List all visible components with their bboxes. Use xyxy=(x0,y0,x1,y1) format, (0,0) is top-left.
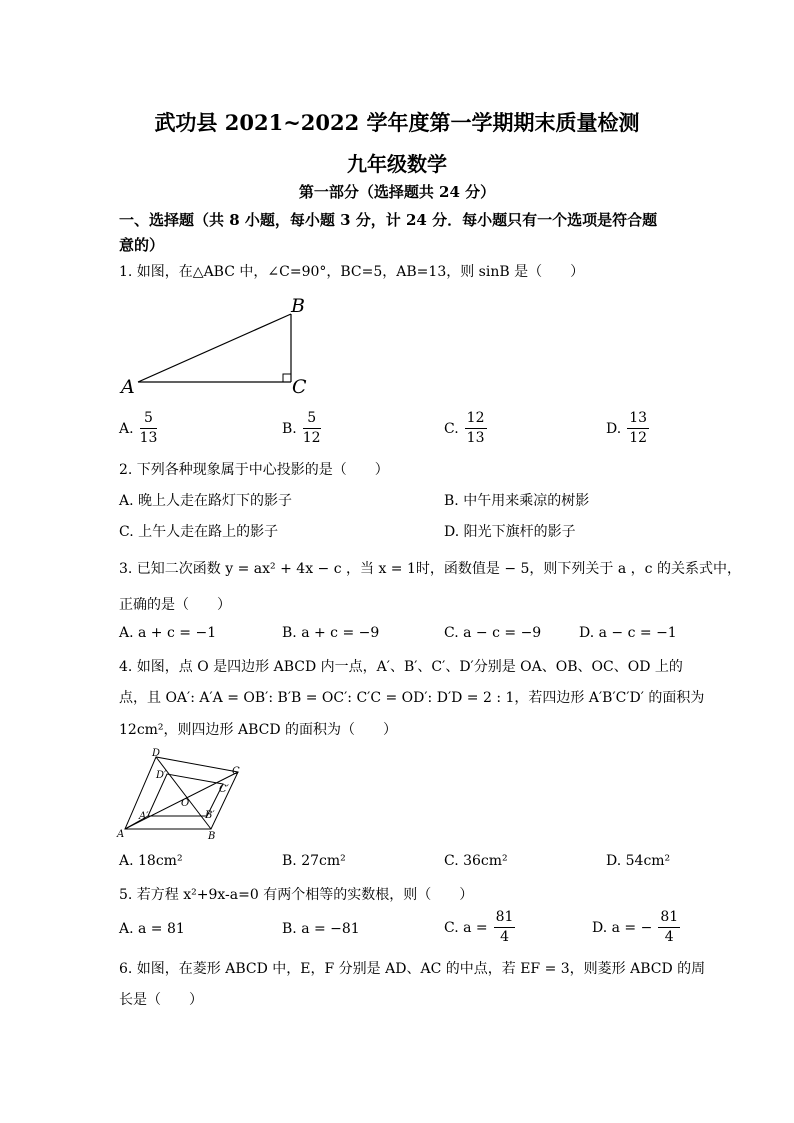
q5-stem: 5. 若方程 x²+9x-a=0 有两个相等的实数根，则（ ） xyxy=(119,887,474,903)
q2-option-a[interactable]: A. 晚上人走在路灯下的影子 xyxy=(119,493,293,509)
q4-quadrilateral-figure xyxy=(115,746,255,842)
q4-label-b: B xyxy=(208,831,216,842)
exam-subtitle: 九年级数学 xyxy=(347,152,447,176)
q1-option-b-label: B. xyxy=(282,420,297,437)
q1-option-c-fraction: $\frac{12}{13}$ xyxy=(466,410,485,446)
q4-option-d[interactable]: D. 54cm² xyxy=(606,853,671,869)
section-heading-line2: 意的） xyxy=(119,236,165,254)
q2-option-d[interactable]: D. 阳光下旗杆的影子 xyxy=(444,524,576,540)
q6-stem-line2: 长是（ ） xyxy=(119,992,203,1008)
q1-option-b-fraction: $\frac{5}{12}$ xyxy=(302,410,321,446)
q4-stem-line3: 12cm²，则四边形 ABCD 的面积为（ ） xyxy=(119,722,398,738)
q3-option-b[interactable]: B. a + c = −9 xyxy=(282,625,380,641)
q1-option-c-label: C. xyxy=(444,420,459,437)
q5-option-c-fraction: $\frac{81}{4}$ xyxy=(495,909,514,945)
q1-right-angle-mark xyxy=(283,374,291,382)
q1-option-d-fraction: $\frac{13}{12}$ xyxy=(629,410,648,446)
q1-option-d[interactable] xyxy=(606,410,649,447)
q4-diagonal-bd xyxy=(156,757,211,829)
q4-label-d: D xyxy=(152,748,161,759)
q1-option-b[interactable] xyxy=(282,410,321,447)
q3-stem-line1: 3. 已知二次函数 y = ax² + 4x − c ，当 x = 1时，函数值是 − 5，则下列关于 a ，c 的关系式中， xyxy=(119,561,741,577)
q4-label-d1: D′ xyxy=(156,770,167,781)
q5-option-c-label: C. a = xyxy=(444,919,488,936)
q2-option-c[interactable]: C. 上午人走在路上的影子 xyxy=(119,524,279,540)
q1-triangle-figure xyxy=(115,290,315,400)
q4-option-c[interactable]: C. 36cm² xyxy=(444,853,508,869)
q3-option-a[interactable]: A. a + c = −1 xyxy=(119,625,217,641)
q4-option-b[interactable]: B. 27cm² xyxy=(282,853,346,869)
q5-option-d-label: D. a = − xyxy=(592,919,653,936)
q5-option-b[interactable]: B. a = −81 xyxy=(282,921,360,937)
q4-label-a: A xyxy=(117,829,125,840)
q4-label-b1: B′ xyxy=(205,810,215,821)
q2-stem: 2. 下列各种现象属于中心投影的是（ ） xyxy=(119,462,389,478)
q4-label-c: C xyxy=(232,766,240,777)
q1-stem: 1. 如图，在△ABC 中，∠C=90°，BC=5，AB=13，则 sinB 是（ ） xyxy=(119,264,585,280)
q5-option-d[interactable] xyxy=(592,909,680,946)
q4-label-c1: C′ xyxy=(219,784,229,795)
q4-stem-line1: 4. 如图，点 O 是四边形 ABCD 内一点，A′、B′、C′、D′分别是 OA、OB、OC、OD 上的 xyxy=(119,659,683,675)
q4-label-a1: A′ xyxy=(139,811,149,822)
q3-option-d[interactable]: D. a − c = −1 xyxy=(579,625,677,641)
q1-option-c[interactable] xyxy=(444,410,487,447)
part-heading: 第一部分（选择题共 24 分） xyxy=(298,183,496,201)
q4-stem-line2: 点，且 OA′: A′A = OB′: B′B = OC′: C′C = OD′: D′D = 2 : 1，若四边形 A′B′C′D′ 的面积为 xyxy=(119,690,705,706)
q1-label-c: C xyxy=(292,376,307,398)
q2-option-b[interactable]: B. 中午用来乘凉的树影 xyxy=(444,493,590,509)
q6-stem-line1: 6. 如图，在菱形 ABCD 中，E，F 分别是 AD、AC 的中点，若 EF = 3，则菱形 ABCD 的周 xyxy=(119,961,706,977)
exam-title: 武功县 2021~2022 学年度第一学期期末质量检测 xyxy=(154,110,640,135)
q5-option-a[interactable]: A. a = 81 xyxy=(119,921,185,937)
q4-option-a[interactable]: A. 18cm² xyxy=(119,853,183,869)
q3-option-c[interactable]: C. a − c = −9 xyxy=(444,625,542,641)
q4-label-o: O xyxy=(181,798,190,809)
section-heading-line1: 一、选择题（共 8 小题，每小题 3 分，计 24 分．每小题只有一个选项是符合题 xyxy=(119,211,658,229)
q1-label-b: B xyxy=(291,295,305,317)
q1-option-d-label: D. xyxy=(606,420,622,437)
q5-option-c[interactable] xyxy=(444,909,515,946)
q5-option-d-fraction: $\frac{81}{4}$ xyxy=(660,909,679,945)
q3-stem-line2: 正确的是（ ） xyxy=(119,597,231,613)
q1-option-a[interactable] xyxy=(119,410,157,447)
q1-side-ab xyxy=(138,314,291,382)
q1-label-a: A xyxy=(121,376,135,398)
q1-option-a-label: A. xyxy=(119,420,134,437)
q1-option-a-fraction: $\frac{5}{13}$ xyxy=(139,410,158,446)
